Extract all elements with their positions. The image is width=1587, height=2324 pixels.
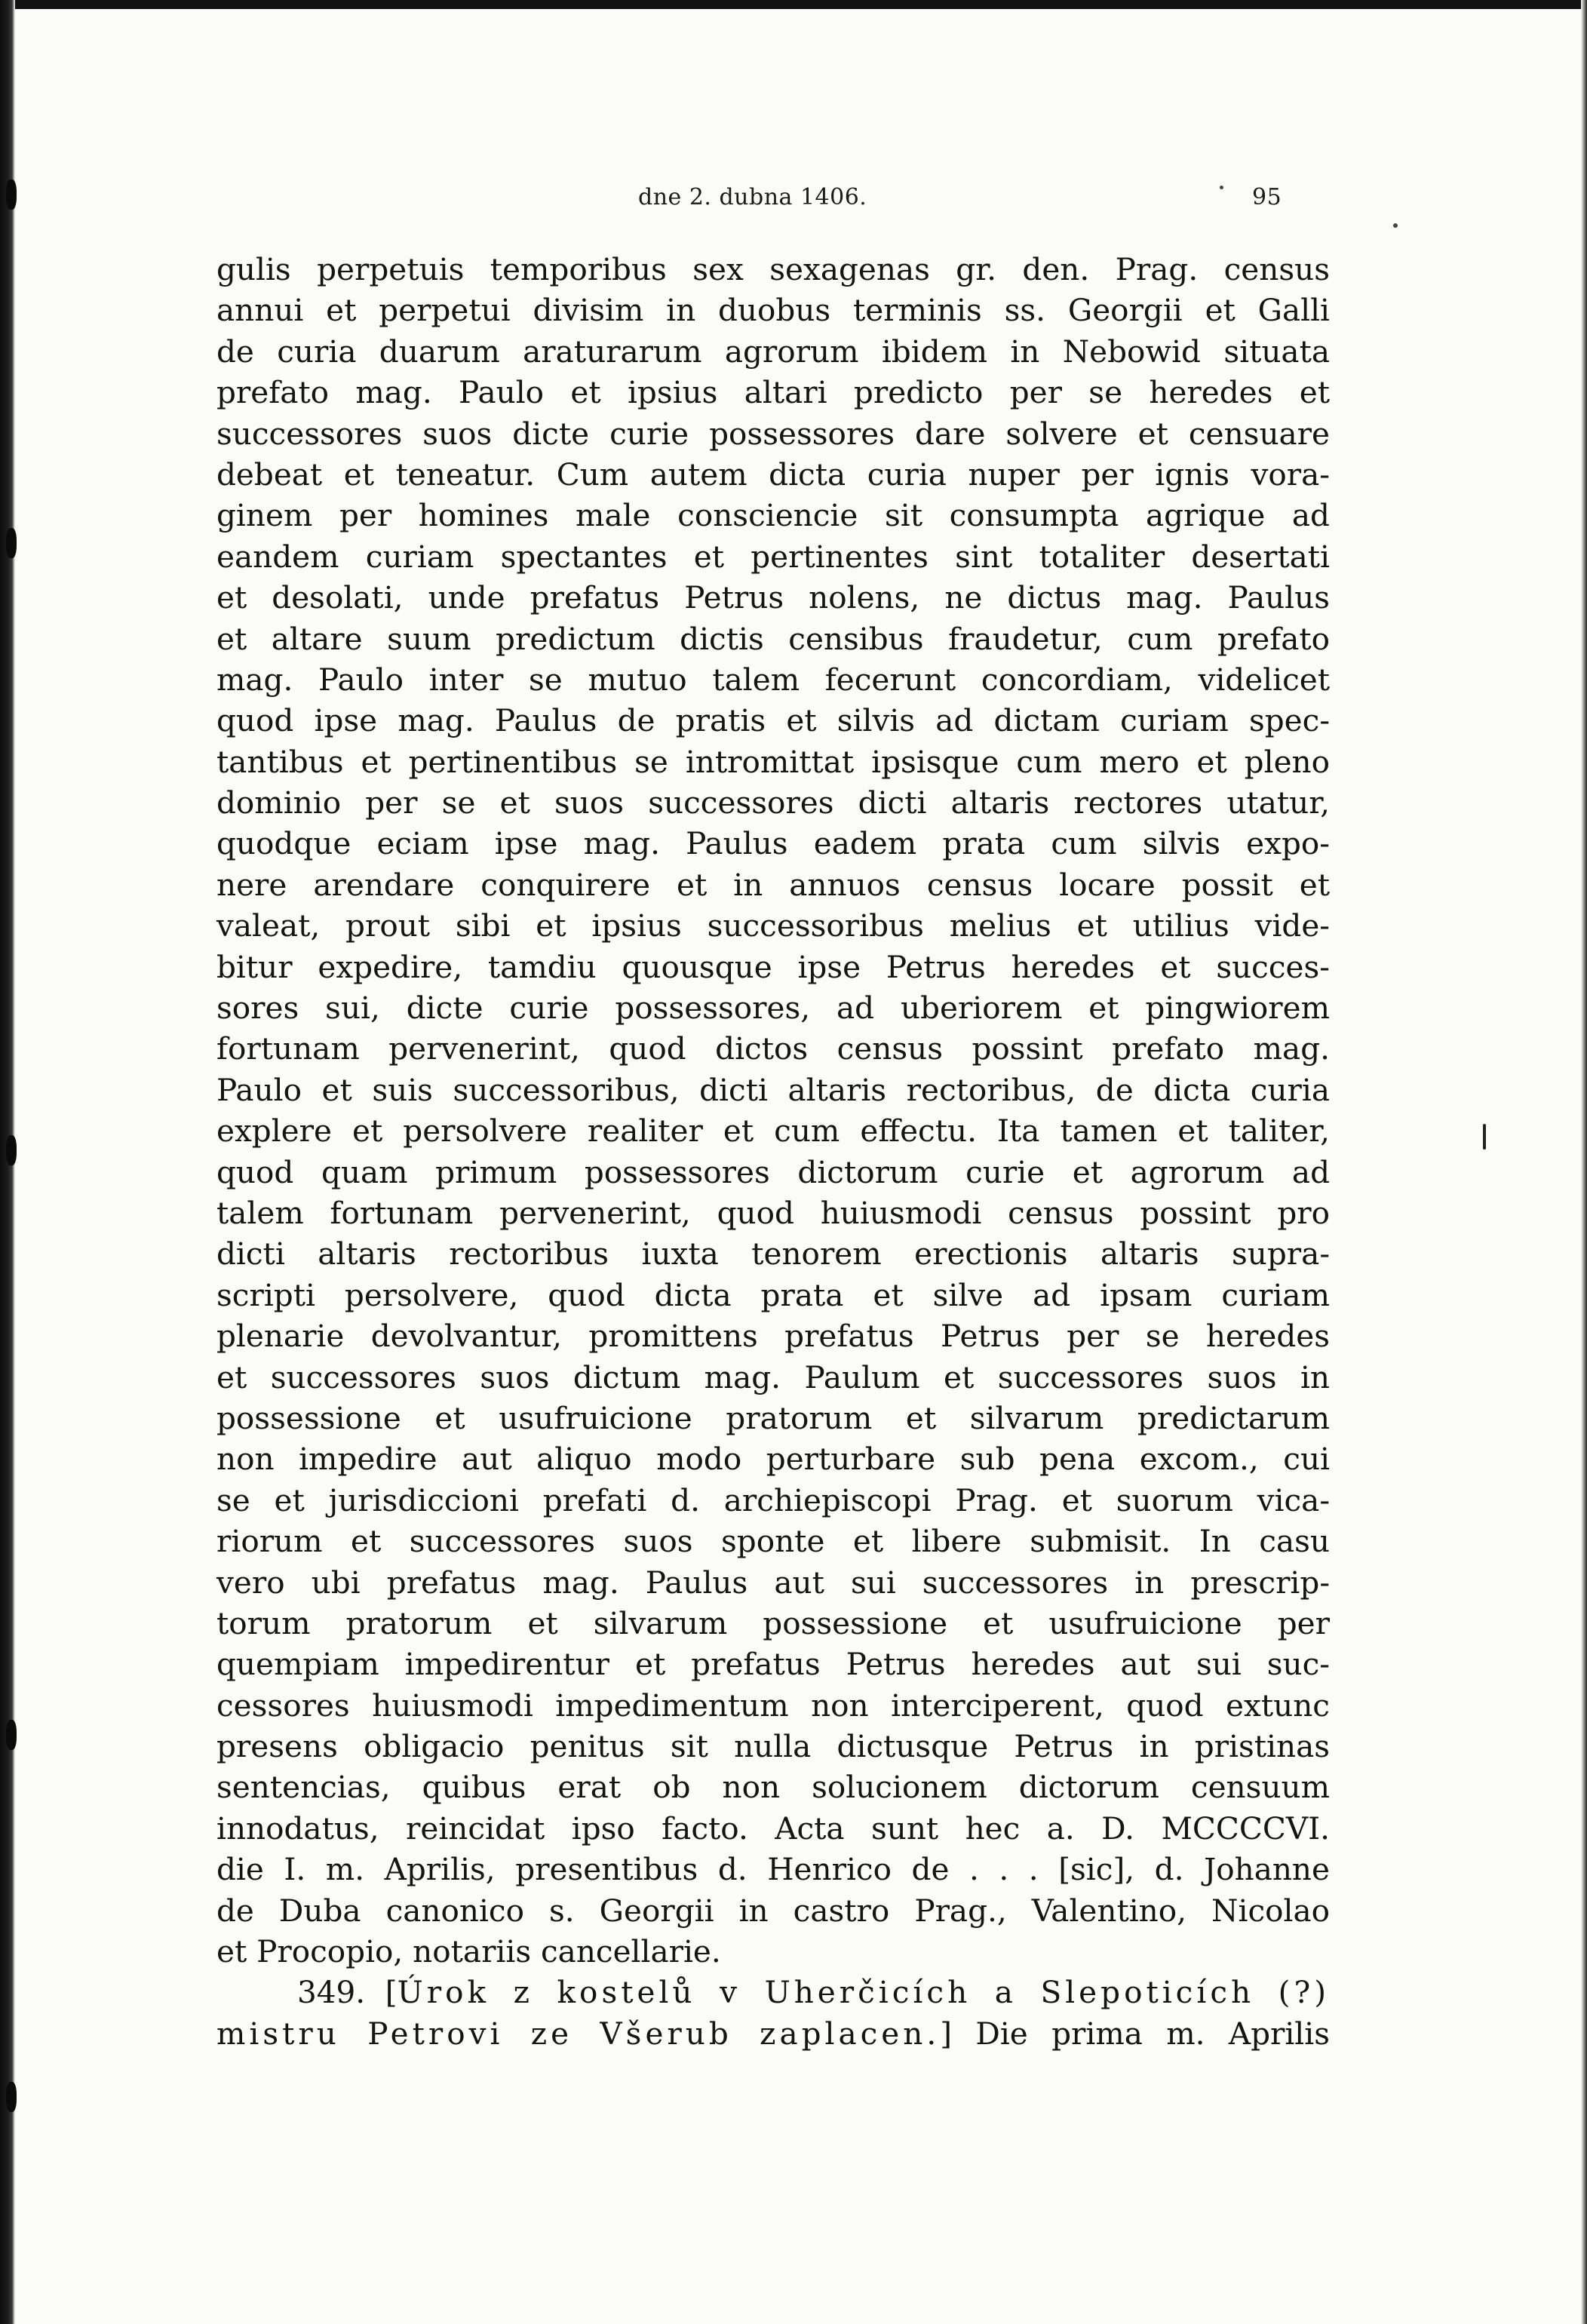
scan-edge-top [0,0,1587,9]
text-line: non impedire aut aliquo modo perturbare sub pena excom., cui [216,1441,1330,1478]
entry-text: ] Die prima m. Aprilis [940,2015,1330,2052]
text-line: quempiam impedirentur et prefatus Petrus heredes aut sui suc- [216,1646,1330,1683]
scan-artifact [6,2082,17,2112]
text-line: tantibus et pertinentibus se intromittat ipsisque cum mero et pleno [216,743,1330,780]
entry-title: Úrok z kostelů v Uherčicích a Slepoticích (?) [397,1974,1330,2011]
page-header [0,184,1587,217]
text-line: riorum et successores suos sponte et libere submisit. In casu [216,1523,1330,1560]
text-line: debeat et teneatur. Cum autem dicta curia nuper per ignis vora- [216,456,1330,493]
text-line: prefato mag. Paulo et ipsius altari predicto per se heredes et [216,374,1330,411]
text-line: se et jurisdiccioni prefati d. archiepiscopi Prag. et suorum vica- [216,1481,1330,1518]
body-text [216,249,1330,2054]
text-line: possessione et usufruicione pratorum et silvarum predictarum [216,1399,1330,1436]
scan-speck [1483,1124,1486,1150]
text-line: sentencias, quibus erat ob non solucionem dictorum censuum [216,1769,1330,1806]
text-line: mag. Paulo inter se mutuo talem fecerunt concordiam, videlicet [216,661,1330,698]
entry-349-continuation [216,2013,1330,2054]
text-line: talem fortunam pervenerint, quod huiusmodi census possint pro [216,1194,1330,1231]
text-line: gulis perpetuis temporibus sex sexagenas gr. den. Prag. census [216,251,1330,287]
text-line: dicti altaris rectoribus iuxta tenorem erectionis altaris supra- [216,1236,1330,1273]
text-line: annui et perpetui divisim in duobus terminis ss. Georgii et Galli [216,292,1330,329]
text-line: die I. m. Aprilis, presentibus d. Henrico de . . . [sic], d. Johanne [216,1851,1330,1888]
text-line: dominio per se et suos successores dicti altaris rectores utatur, [216,784,1330,821]
text-line: de Duba canonico s. Georgii in castro Prag., Valentino, Nicolao [216,1892,1330,1929]
text-line: plenarie devolvantur, promittens prefatus Petrus per se heredes [216,1318,1330,1355]
scan-artifact [6,1135,17,1165]
text-line: de curia duarum araturarum agrorum ibidem in Nebowid situata [216,333,1330,370]
text-line: eandem curiam spectantes et pertinentes sint totaliter desertati [216,538,1330,575]
text-line: explere et persolvere realiter et cum effectu. Ita tamen et taliter, [216,1113,1330,1150]
text-line: fortunam pervenerint, quod dictos census possint prefato mag. [216,1030,1330,1067]
text-line: ginem per homines male consciencie sit consumpta agrique ad [216,497,1330,534]
text-line: quod ipse mag. Paulus de pratis et silvis ad dictam curiam spec- [216,702,1330,739]
text-line: cessores huiusmodi impedimentum non interciperent, quod extunc [216,1687,1330,1724]
text-line: sores sui, dicte curie possessores, ad uberiorem et pingwiorem [216,990,1330,1027]
scan-speck [1393,223,1398,228]
text-line: successores suos dicte curie possessores dare solvere et censuare [216,415,1330,452]
page-number: 95 [1252,184,1282,210]
text-line: innodatus, reincidat ipso facto. Acta sunt hec a. D. MCCCCVI. [216,1810,1330,1847]
scan-artifact [6,1720,17,1750]
text-line: et desolati, unde prefatus Petrus nolens, ne dictus mag. Paulus [216,579,1330,616]
text-line: presens obligacio penitus sit nulla dictusque Petrus in pristinas [216,1728,1330,1765]
running-head: dne 2. dubna 1406. [638,184,867,210]
text-line: et Procopio, notariis cancellarie. [216,1933,721,1970]
text-line: torum pratorum et silvarum possessione et usufruicione per [216,1604,1330,1641]
scan-artifact [6,528,17,558]
entry-title-continued: mistru Petrovi ze Všerub zaplacen. [216,2015,941,2052]
text-line: quod quam primum possessores dictorum curie et agrorum ad [216,1153,1330,1190]
text-line: et altare suum predictum dictis censibus fraudetur, cum prefato [216,620,1330,657]
text-line: Paulo et suis successoribus, dicti altaris rectoribus, de dicta curia [216,1071,1330,1108]
entry-349-heading [216,1972,1330,2012]
text-line: et successores suos dictum mag. Paulum et successores suos in [216,1358,1330,1395]
text-line: nere arendare conquirere et in annuos census locare possit et [216,866,1330,903]
text-line: quodque eciam ipse mag. Paulus eadem prata cum silvis expo- [216,825,1330,862]
text-line: vero ubi prefatus mag. Paulus aut sui successores in prescrip- [216,1564,1330,1601]
text-line: bitur expedire, tamdiu quousque ipse Petrus heredes et succes- [216,948,1330,985]
entry-number: 349. [ [297,1974,398,2011]
text-line: valeat, prout sibi et ipsius successoribus melius et utilius vide- [216,907,1330,944]
scan-edge-right [1581,0,1587,2324]
text-line: scripti persolvere, quod dicta prata et silve ad ipsam curiam [216,1276,1330,1313]
